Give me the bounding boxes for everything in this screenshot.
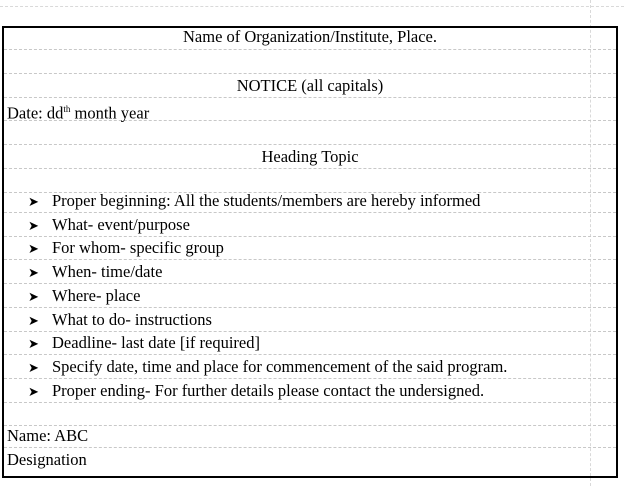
bullet-item bbox=[4, 213, 616, 237]
bullet-text: Specify date, time and place for commencement of the said program. bbox=[52, 356, 508, 376]
date-suffix: th bbox=[63, 104, 71, 114]
bullet-item bbox=[4, 236, 616, 260]
bullet-item bbox=[4, 355, 616, 379]
bullet-text: Proper ending- For further details please contact the undersigned. bbox=[52, 380, 485, 400]
bullet-text: Proper beginning: All the students/members are hereby informed bbox=[52, 191, 481, 210]
bullet-text: What to do- instructions bbox=[52, 309, 212, 329]
notice-title: NOTICE (all capitals) bbox=[4, 74, 616, 98]
signature-name: Name: ABC bbox=[4, 424, 616, 448]
organization-name: Name of Organization/Institute, Place. bbox=[4, 26, 616, 50]
arrow-right-icon: ➤ bbox=[28, 360, 39, 376]
arrow-right-icon: ➤ bbox=[28, 313, 39, 329]
bullet-item bbox=[4, 308, 616, 332]
empty-row bbox=[4, 121, 616, 145]
date-rest: month year bbox=[70, 103, 150, 123]
grid-line bbox=[0, 6, 624, 7]
arrow-right-icon: ➤ bbox=[28, 384, 39, 400]
bullet-item bbox=[4, 284, 616, 308]
bullet-text: What- event/purpose bbox=[52, 214, 190, 234]
arrow-right-icon: ➤ bbox=[28, 266, 39, 282]
signature-designation: Designation bbox=[7, 450, 87, 469]
bullet-text: Deadline- last date [if required] bbox=[52, 333, 260, 353]
date-prefix: Date: dd bbox=[7, 103, 64, 123]
arrow-right-icon: ➤ bbox=[28, 337, 39, 353]
bullet-item bbox=[4, 379, 616, 403]
bullet-text: For whom- specific group bbox=[52, 238, 224, 258]
arrow-right-icon: ➤ bbox=[28, 289, 39, 305]
arrow-right-icon: ➤ bbox=[28, 195, 39, 210]
bullet-item bbox=[4, 189, 616, 213]
bullet-text: Where- place bbox=[52, 285, 141, 305]
arrow-right-icon: ➤ bbox=[28, 242, 39, 258]
bullet-text: When- time/date bbox=[52, 262, 163, 282]
empty-row bbox=[4, 50, 616, 74]
bullet-item bbox=[4, 331, 616, 355]
bullet-item bbox=[4, 260, 616, 284]
arrow-right-icon: ➤ bbox=[28, 218, 39, 234]
empty-row bbox=[4, 402, 616, 426]
date-line bbox=[4, 97, 616, 121]
heading-topic: Heading Topic bbox=[4, 145, 616, 169]
